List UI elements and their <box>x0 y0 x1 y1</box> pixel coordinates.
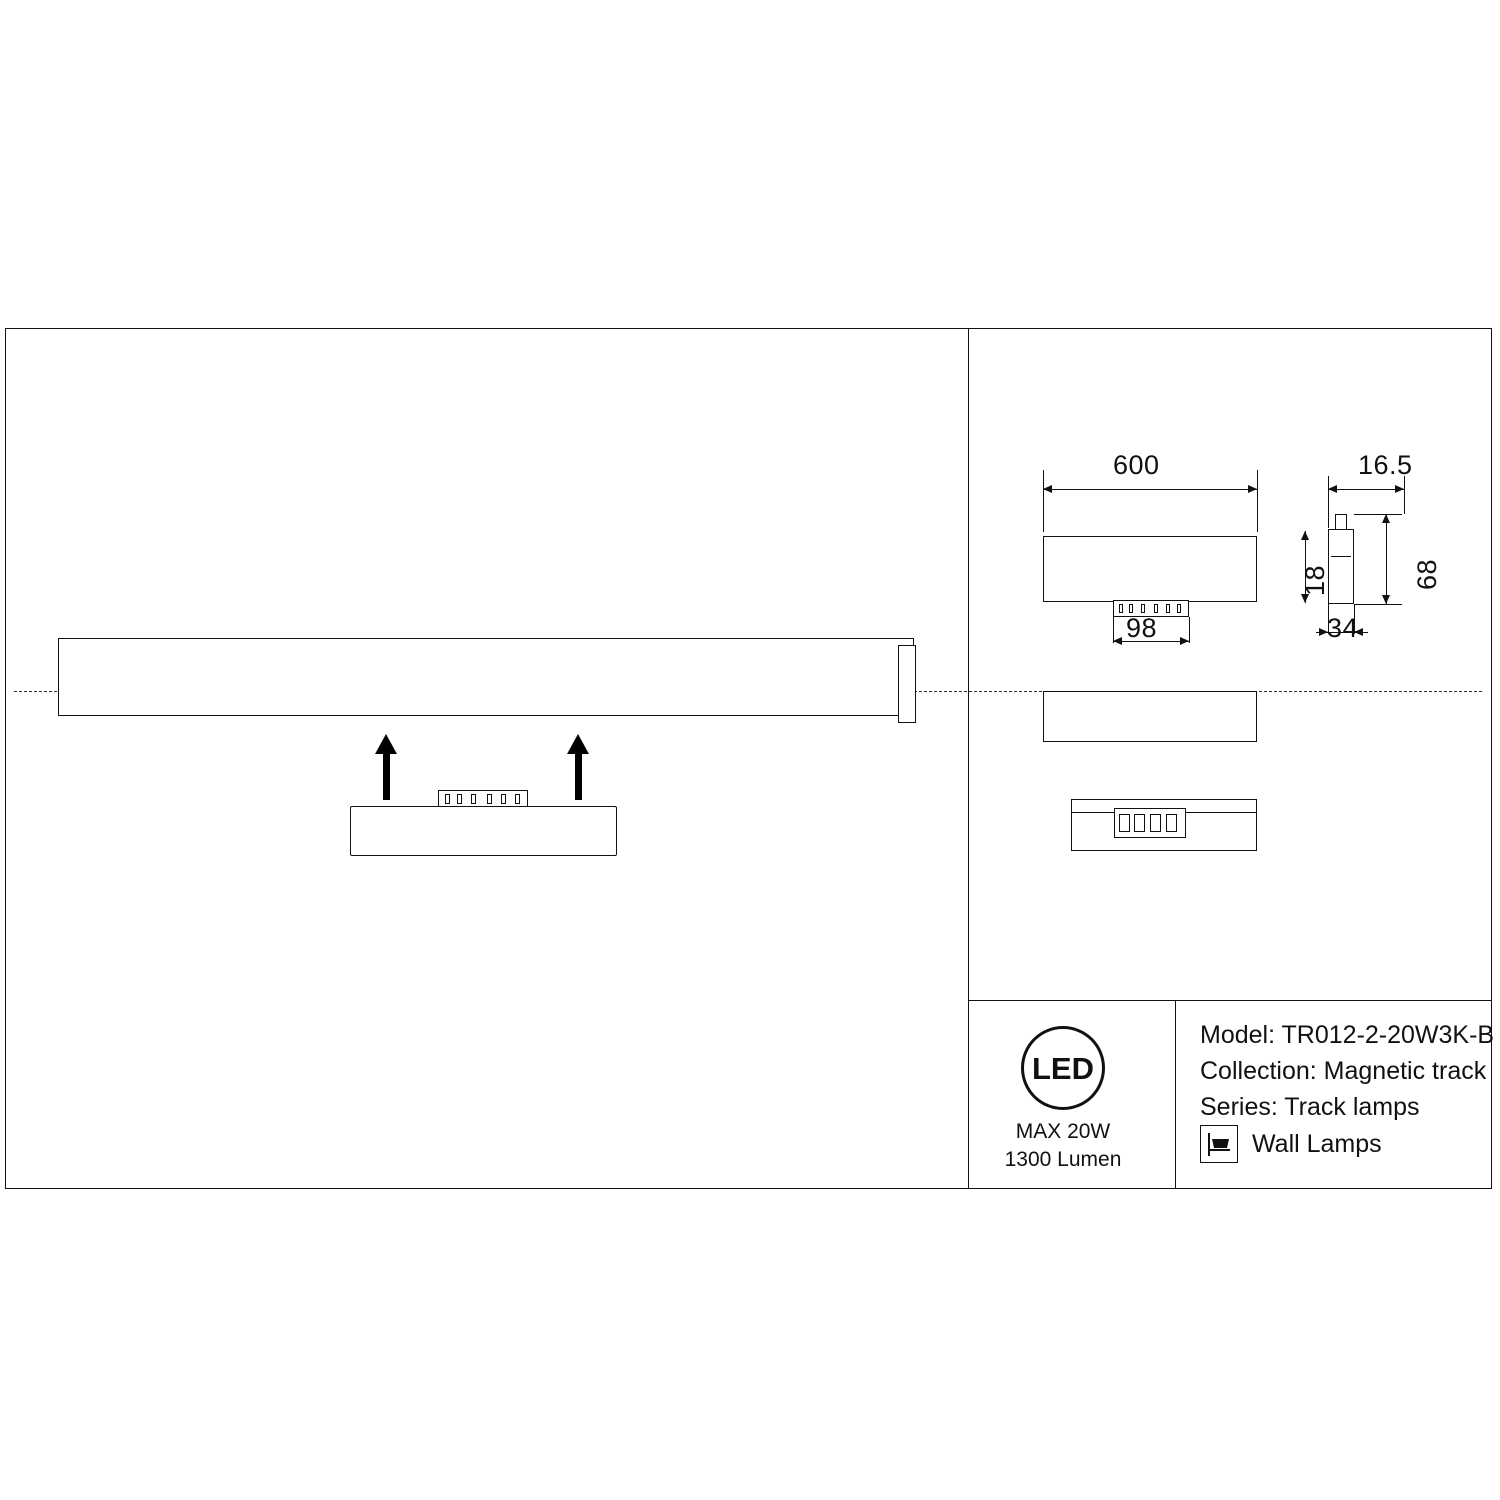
side-view-front-body <box>1043 536 1257 602</box>
arrow-head <box>375 734 397 754</box>
dim-line-68 <box>1386 514 1387 604</box>
connector-segment <box>1134 814 1145 832</box>
main-fixture-endcap <box>898 645 916 723</box>
connector-segment <box>1166 814 1177 832</box>
dim-line-165 <box>1328 489 1404 490</box>
connector-segment <box>1150 814 1161 832</box>
connector-pin <box>457 794 462 804</box>
ext-line-68-top <box>1354 514 1402 515</box>
connector-pin <box>471 794 476 804</box>
dim-line-600 <box>1043 489 1257 490</box>
connector-pin <box>487 794 492 804</box>
dim-arrow-165-left <box>1328 485 1337 493</box>
product-info-block <box>1200 1017 1494 1125</box>
ext-line-600-right <box>1257 470 1258 532</box>
connector-pin <box>1154 604 1158 613</box>
connector-segment <box>1119 814 1130 832</box>
ext-line-165-left <box>1328 476 1329 528</box>
arrow-head <box>567 734 589 754</box>
wall-line <box>1208 1133 1210 1156</box>
info-block-divider <box>1175 1000 1176 1189</box>
led-logo-text: LED <box>1032 1050 1094 1086</box>
dim-arrow-18-top <box>1301 531 1309 540</box>
category-label: Wall Lamps <box>1252 1129 1382 1158</box>
lamp-shade <box>1212 1139 1229 1148</box>
dim-label-600: 600 <box>1113 450 1160 480</box>
horizontal-divider <box>968 1000 1492 1001</box>
dim-label-98: 98 <box>1126 613 1158 643</box>
main-fixture-body <box>58 638 914 716</box>
collection-label: Collection: Magnetic track <box>1200 1057 1487 1085</box>
side-view-bottom-connector <box>1114 808 1186 838</box>
arrow-shaft <box>575 750 582 800</box>
profile-section-body <box>1328 529 1354 604</box>
ext-line-600-left <box>1043 470 1044 532</box>
led-badge-icon <box>1021 1026 1105 1110</box>
category-row <box>1200 1125 1382 1163</box>
assembly-arrow-right <box>572 734 584 800</box>
dim-label-165: 16.5 <box>1358 450 1413 480</box>
ext-line-165-right <box>1404 476 1405 514</box>
dim-label-34: 34 <box>1327 613 1359 643</box>
connector-pin <box>1141 604 1145 613</box>
connector-pin <box>515 794 520 804</box>
arrow-shaft <box>383 750 390 800</box>
dim-arrow-98-right <box>1180 637 1189 645</box>
wall-lamp-icon <box>1200 1125 1238 1163</box>
led-lumen-label: 1300 Lumen <box>1004 1148 1122 1171</box>
connector-pin <box>1129 604 1133 613</box>
dim-arrow-600-right <box>1248 485 1257 493</box>
connector-pin <box>1166 604 1170 613</box>
assembly-arrow-left <box>380 734 392 800</box>
model-label: Model: TR012-2-20W3K-B <box>1200 1021 1495 1049</box>
connector-pin <box>1177 604 1181 613</box>
exploded-module-body <box>350 806 617 856</box>
dim-arrow-68-bottom <box>1382 595 1390 604</box>
dim-arrow-98-left <box>1113 637 1122 645</box>
dim-label-18: 18 <box>1300 564 1330 596</box>
dim-arrow-165-right <box>1395 485 1404 493</box>
connector-pin <box>501 794 506 804</box>
dim-label-68: 68 <box>1412 558 1442 590</box>
series-label: Series: Track lamps <box>1200 1093 1420 1121</box>
vertical-divider <box>968 328 969 1189</box>
side-view-top-body <box>1043 691 1257 742</box>
lamp-base <box>1210 1149 1230 1151</box>
led-power-label: MAX 20W <box>1015 1120 1111 1143</box>
dim-arrow-68-top <box>1382 514 1390 523</box>
connector-pin <box>1119 604 1123 613</box>
profile-inner-line <box>1331 556 1351 557</box>
connector-pin <box>445 794 450 804</box>
ext-line-98-right <box>1189 617 1190 643</box>
dim-arrow-600-left <box>1043 485 1052 493</box>
profile-mount-nub <box>1335 514 1347 530</box>
ext-line-68-bottom <box>1354 604 1402 605</box>
